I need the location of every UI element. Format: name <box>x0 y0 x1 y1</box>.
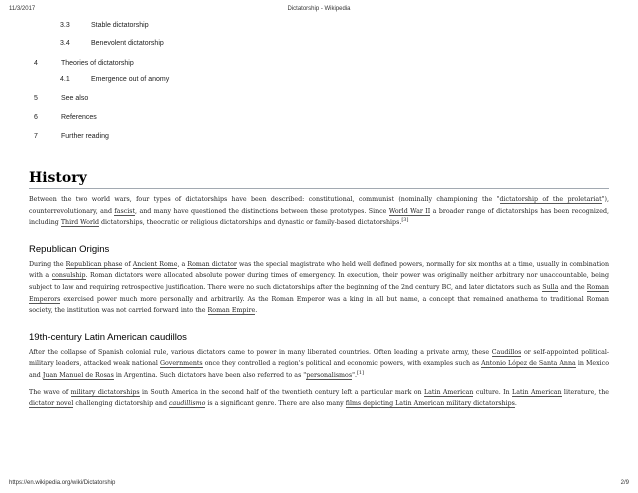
text-run: of <box>122 260 133 268</box>
article-link[interactable]: Juan Manuel de Rosas <box>42 371 114 379</box>
text-run: , a <box>177 260 188 268</box>
text-run: or self-appointed political-military leaders, attacked weak national <box>29 348 609 368</box>
toc-item-label: Benevolent dictatorship <box>91 40 164 47</box>
toc-item-number: 6 <box>34 114 38 121</box>
print-page-number: 2/9 <box>620 480 629 486</box>
toc-item-number: 3.3 <box>60 22 70 29</box>
print-url: https://en.wikipedia.org/wiki/Dictatorship <box>9 480 116 486</box>
subsection-heading-caudillos: 19th-century Latin American caudillos <box>29 331 187 343</box>
toc-item-number: 7 <box>34 133 38 140</box>
paragraph-caudillos-2 <box>29 387 609 410</box>
article-link[interactable]: fascist <box>114 207 136 215</box>
subsection-heading-republican-origins: Republican Origins <box>29 243 110 255</box>
text-run: culture. In <box>473 388 513 396</box>
article-link[interactable]: World War II <box>388 207 431 215</box>
toc-item-number: 4.1 <box>60 76 70 83</box>
text-run: During the <box>29 260 66 268</box>
toc-item-number: 4 <box>34 60 38 67</box>
article-link[interactable]: consulship <box>51 272 86 280</box>
text-run: is a significant genre. There are also many <box>205 400 346 408</box>
article-link[interactable]: Republican phase <box>65 260 123 268</box>
text-run: a broader range of dictatorships has been recognized, including <box>29 207 609 227</box>
text-run: . <box>255 307 258 315</box>
article-link[interactable]: Caudillos <box>491 348 522 356</box>
text-run: . Roman dictators were allocated absolute power during times of emergency. In execution, their power was originally neither arbitrary nor unaccountable, being subject to law and requiring retrospective justification. There were no such dictatorships after the beginning of the 2nd century BC, and later dictators such as <box>29 272 610 291</box>
toc-item-label: References <box>61 114 97 121</box>
text-run: was the special magistrate who held well defined powers, normally for six months at a time, usually in combination with a <box>29 260 610 280</box>
article-body <box>29 170 609 410</box>
toc-item-label: Emergence out of anomy <box>91 76 170 83</box>
text-run: in Argentina. Such dictators have been also referred to as " <box>113 371 307 379</box>
paragraph-caudillos-1 <box>29 347 609 382</box>
toc-item-number: 3.4 <box>60 40 70 47</box>
section-heading-history: History <box>29 170 609 189</box>
text-run: Between the two world wars, four types of dictatorships have been described: constitutional, communist (nominally championing the " <box>29 196 500 203</box>
article-link[interactable]: Governments <box>159 360 203 368</box>
text-run: , and many have questioned the distinctions between these prototypes. Since <box>135 207 389 215</box>
toc-item-number: 5 <box>34 95 38 102</box>
article-link[interactable]: Roman Empire <box>207 307 256 315</box>
citation-link[interactable]: [3] <box>401 217 409 224</box>
article-link[interactable]: Roman Emperors <box>29 283 609 303</box>
text-run: dictatorships, theocratic or religious dictatorships and dynastic or family-based dictatorships. <box>99 219 402 227</box>
article-link[interactable]: military dictatorships <box>70 388 140 396</box>
article-link[interactable]: Sulla <box>542 283 559 291</box>
print-date: 11/3/2017 <box>9 6 36 12</box>
article-link[interactable]: Third World <box>60 219 100 227</box>
paragraph-republican-origins <box>29 259 609 317</box>
paragraph-history <box>29 194 609 229</box>
article-link[interactable]: personalismos <box>306 371 353 379</box>
toc-item-label: See also <box>61 95 89 102</box>
article-link[interactable]: dictatorship of the proletariat <box>499 196 602 203</box>
toc-item-label: Stable dictatorship <box>91 22 149 29</box>
toc-item-label: Theories of dictatorship <box>61 60 134 67</box>
article-link[interactable]: Latin American <box>423 388 474 396</box>
text-run: and the <box>558 283 587 291</box>
article-link[interactable]: Latin American <box>512 388 562 396</box>
text-run: challenging dictatorship and <box>73 400 169 408</box>
text-run: literature, the <box>561 388 609 396</box>
article-link[interactable]: caudillismo <box>169 400 206 408</box>
article-link[interactable]: films depicting Latin American military dictatorships <box>345 400 515 408</box>
article-link[interactable]: Roman dictator <box>187 260 237 268</box>
text-run: ". <box>352 371 357 379</box>
article-link[interactable]: Antonio López de Santa Anna <box>481 360 576 368</box>
print-page-title: Dictatorship - Wikipedia <box>287 6 351 12</box>
text-run: once they controlled a region's political and economic powers, with examples such as <box>202 360 482 368</box>
toc-item-label: Further reading <box>61 133 109 140</box>
text-run: After the collapse of Spanish colonial rule, various dictators came to power in many liberated countries. Often leading a private army, these <box>29 348 492 356</box>
article-link[interactable]: Ancient Rome <box>132 260 178 268</box>
article-link[interactable]: dictator novel <box>29 400 74 408</box>
text-run: in South America in the second half of the twentieth century left a particular mark on <box>139 388 424 396</box>
text-run: exercised power much more personally and arbitrarily. As the Roman Emperor was a king in all but name, a concept that remained anathema to traditional Roman society, the institution was not carried forward into the <box>29 295 609 315</box>
text-run: "), counterrevolutionary, and <box>29 196 609 215</box>
text-run: The wave of <box>29 388 71 396</box>
text-run: . <box>514 400 517 408</box>
text-run: in Mexico and <box>29 360 609 379</box>
citation-link[interactable]: [1] <box>356 369 365 376</box>
